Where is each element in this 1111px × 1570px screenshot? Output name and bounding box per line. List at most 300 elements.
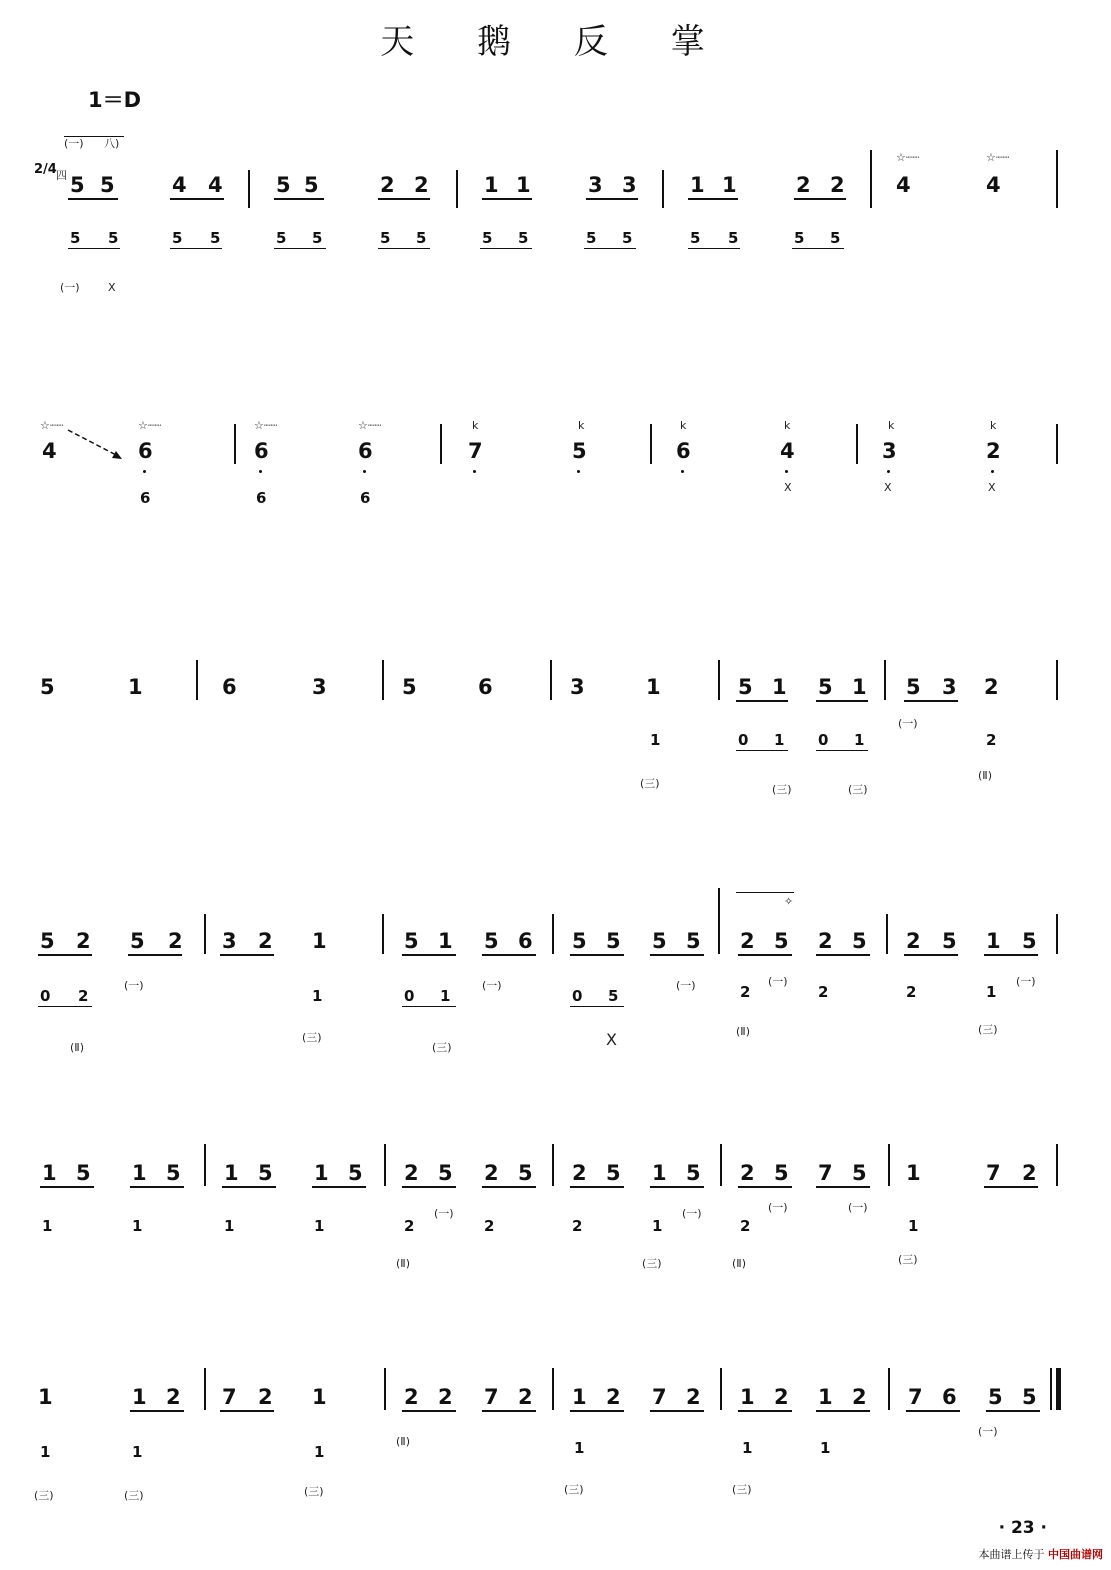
melody-note: 7 <box>818 1161 833 1185</box>
beam-line <box>482 1186 536 1188</box>
beam-line <box>736 750 788 751</box>
beam-line <box>378 248 430 249</box>
string-mark: (一) <box>60 281 80 294</box>
melody-note: 7 <box>222 1385 237 1409</box>
accomp-note: 2 <box>818 983 829 1001</box>
beam-line <box>570 954 624 956</box>
melody-note: 6 <box>518 929 533 953</box>
melody-note: 2 <box>606 1385 621 1409</box>
melody-note: 4 <box>896 173 911 197</box>
beam-line <box>482 1410 536 1412</box>
accomp-note: 1 <box>742 1439 753 1457</box>
accomp-note: 5 <box>312 229 323 247</box>
string-mark: (三) <box>848 783 868 796</box>
melody-note: 6 <box>138 439 153 463</box>
accomp-note: 2 <box>404 1217 415 1235</box>
melody-note: 6 <box>942 1385 957 1409</box>
barline <box>720 1368 722 1410</box>
accomp-note: 1 <box>224 1217 235 1235</box>
melody-note: 3 <box>588 173 603 197</box>
melody-note: 1 <box>224 1161 239 1185</box>
beam-line <box>586 198 638 200</box>
beam-line <box>402 954 456 956</box>
string-mark: (三) <box>124 1489 144 1502</box>
string-mark: (一) <box>1016 975 1036 988</box>
accomp-note: 5 <box>172 229 183 247</box>
melody-note: 2 <box>414 173 429 197</box>
beam-line <box>170 198 224 200</box>
beam-line <box>402 1186 456 1188</box>
melody-note: 7 <box>484 1385 499 1409</box>
beam-line <box>570 1006 624 1007</box>
beam-line <box>904 700 958 702</box>
octave-dot <box>577 470 580 473</box>
k-mark: k <box>578 419 585 432</box>
beam-line <box>68 198 118 200</box>
accomp-note: 5 <box>70 229 81 247</box>
octave-dot <box>991 470 994 473</box>
accomp-note: 1 <box>440 987 451 1005</box>
accomp-note: 0 <box>738 731 749 749</box>
barline <box>888 1144 890 1186</box>
melody-note: 6 <box>358 439 373 463</box>
system-6 <box>0 1360 1111 1510</box>
melody-note: 5 <box>988 1385 1003 1409</box>
string-mark: (一) <box>768 1201 788 1214</box>
melody-note: 5 <box>100 173 115 197</box>
melody-note: 6 <box>478 675 493 699</box>
beam-line <box>570 1410 624 1412</box>
upload-credit <box>979 1546 1104 1562</box>
beam-line <box>794 198 846 200</box>
accomp-note: 2 <box>572 1217 583 1235</box>
barline <box>384 1144 386 1186</box>
beam-line <box>584 248 636 249</box>
octave-dot <box>143 470 146 473</box>
string-mark: (三) <box>564 1483 584 1496</box>
barline <box>204 1144 206 1186</box>
string-mark: (Ⅱ) <box>396 1435 410 1448</box>
accomp-note: 1 <box>820 1439 831 1457</box>
beam-line <box>220 954 274 956</box>
string-mark: X <box>884 481 892 494</box>
accomp-note: 1 <box>650 731 661 749</box>
string-mark: (三) <box>302 1031 322 1044</box>
string-mark: X <box>108 281 116 294</box>
beam-line <box>650 954 704 956</box>
trill-mark: ☆┈┈ <box>138 419 162 432</box>
beam-line <box>906 1410 960 1412</box>
barline <box>856 424 858 464</box>
barline <box>196 660 198 700</box>
trill-mark: ☆┈┈ <box>254 419 278 432</box>
beam-line <box>68 248 120 249</box>
string-mark: (三) <box>34 1489 54 1502</box>
string-mark: (一) <box>482 979 502 992</box>
string-mark: (一) <box>434 1207 454 1220</box>
beam-line <box>986 1410 1040 1412</box>
octave-dot <box>259 470 262 473</box>
melody-note: 2 <box>518 1385 533 1409</box>
melody-note: 5 <box>484 929 499 953</box>
beam-line <box>38 954 92 956</box>
melody-note: 7 <box>468 439 483 463</box>
melody-note: 2 <box>258 1385 273 1409</box>
beam-line <box>220 1410 274 1412</box>
melody-note: 1 <box>722 173 737 197</box>
beam-line <box>984 954 1038 956</box>
accomp-note: 5 <box>210 229 221 247</box>
melody-note: 1 <box>42 1161 57 1185</box>
position-mark: 四 <box>56 169 67 182</box>
string-mark: (Ⅱ) <box>736 1025 750 1038</box>
string-mark: (Ⅱ) <box>70 1041 84 1054</box>
harmonic-mark: ✧ <box>784 895 794 908</box>
melody-note: 1 <box>818 1385 833 1409</box>
beam-line <box>482 198 532 200</box>
string-mark: (Ⅱ) <box>396 1257 410 1270</box>
melody-note: 7 <box>908 1385 923 1409</box>
barline <box>248 170 250 208</box>
trill-mark: ☆┈┈ <box>40 419 64 432</box>
string-mark: (三) <box>432 1041 452 1054</box>
barline <box>1056 1368 1061 1410</box>
credit-site-link[interactable]: 中国曲谱网 <box>1048 1548 1103 1561</box>
melody-note: 2 <box>906 929 921 953</box>
string-mark: (三) <box>978 1023 998 1036</box>
k-mark: k <box>680 419 687 432</box>
beam-line <box>738 1186 792 1188</box>
melody-note: 5 <box>166 1161 181 1185</box>
accomp-note: 1 <box>132 1217 143 1235</box>
accomp-note: 6 <box>140 489 151 507</box>
beam-line <box>482 954 536 956</box>
string-mark: (三) <box>640 777 660 790</box>
melody-note: 1 <box>312 1385 327 1409</box>
accomp-note: 1 <box>854 731 865 749</box>
beam-line <box>688 198 738 200</box>
accomp-note: 1 <box>314 1217 325 1235</box>
beam-line <box>222 1186 276 1188</box>
beam-line <box>378 198 430 200</box>
string-mark: (三) <box>772 783 792 796</box>
string-mark: (一) <box>978 1425 998 1438</box>
melody-note: 5 <box>686 929 701 953</box>
accomp-note: 5 <box>608 987 619 1005</box>
beam-line <box>64 136 124 137</box>
barline <box>650 424 652 464</box>
melody-note: 5 <box>76 1161 91 1185</box>
melody-note: 1 <box>852 675 867 699</box>
melody-note: 5 <box>606 929 621 953</box>
melody-note: 7 <box>986 1161 1001 1185</box>
melody-note: 5 <box>402 675 417 699</box>
melody-note: 1 <box>986 929 1001 953</box>
barline <box>440 424 442 464</box>
melody-note: 3 <box>882 439 897 463</box>
barline <box>718 888 720 954</box>
barline <box>552 914 554 954</box>
accomp-note: 5 <box>830 229 841 247</box>
melody-note: 5 <box>852 1161 867 1185</box>
melody-note: 5 <box>40 929 55 953</box>
melody-note: 2 <box>986 439 1001 463</box>
accomp-note: 2 <box>906 983 917 1001</box>
trill-mark: ☆┈┈ <box>896 151 920 164</box>
melody-note: 1 <box>652 1161 667 1185</box>
beam-line <box>402 1410 456 1412</box>
trill-mark: ☆┈┈ <box>986 151 1010 164</box>
string-mark: (一) <box>676 979 696 992</box>
system-5 <box>0 1130 1111 1280</box>
beam-line <box>792 248 844 249</box>
barline <box>1056 1144 1058 1186</box>
slide-arrow-icon <box>66 428 126 462</box>
string-mark: (一) <box>898 717 918 730</box>
accomp-note: 6 <box>360 489 371 507</box>
melody-note: 4 <box>172 173 187 197</box>
k-mark: k <box>888 419 895 432</box>
beam-line <box>904 954 958 956</box>
accomp-note: 5 <box>518 229 529 247</box>
beam-line <box>816 700 868 702</box>
melody-note: 2 <box>740 1161 755 1185</box>
accomp-note: 1 <box>40 1443 51 1461</box>
position-mark: (一) <box>64 137 84 150</box>
melody-note: 6 <box>676 439 691 463</box>
accomp-note: 1 <box>986 983 997 1001</box>
accomp-note: 2 <box>740 983 751 1001</box>
melody-note: 5 <box>738 675 753 699</box>
melody-note: 3 <box>312 675 327 699</box>
time-signature: 2/4 <box>34 162 57 177</box>
barline <box>888 1368 890 1410</box>
barline <box>1056 914 1058 954</box>
melody-note: 2 <box>404 1161 419 1185</box>
melody-note: 2 <box>984 675 999 699</box>
melody-note: 2 <box>818 929 833 953</box>
beam-line <box>128 954 182 956</box>
melody-note: 1 <box>132 1385 147 1409</box>
barline <box>718 660 720 700</box>
accomp-note: 5 <box>108 229 119 247</box>
melody-note: 1 <box>690 173 705 197</box>
melody-note: 5 <box>652 929 667 953</box>
octave-dot <box>887 470 890 473</box>
melody-note: 1 <box>772 675 787 699</box>
string-mark: X <box>606 1030 617 1049</box>
melody-note: 5 <box>304 173 319 197</box>
accomp-note: 0 <box>404 987 415 1005</box>
melody-note: 5 <box>404 929 419 953</box>
barline <box>884 660 886 700</box>
accomp-note: 5 <box>690 229 701 247</box>
melody-note: 4 <box>42 439 57 463</box>
score-title: 天 鹅 反 掌 <box>380 22 731 62</box>
page-number: · 23 · <box>998 1518 1047 1538</box>
melody-note: 1 <box>740 1385 755 1409</box>
position-mark: 八) <box>104 137 120 150</box>
beam-line <box>984 1186 1038 1188</box>
melody-note: 5 <box>774 1161 789 1185</box>
melody-note: 5 <box>40 675 55 699</box>
melody-note: 4 <box>208 173 223 197</box>
beam-line <box>274 198 324 200</box>
barline <box>384 1368 386 1410</box>
melody-note: 5 <box>572 439 587 463</box>
accomp-note: 1 <box>314 1443 325 1461</box>
melody-note: 1 <box>128 675 143 699</box>
melody-note: 5 <box>906 675 921 699</box>
melody-note: 2 <box>404 1385 419 1409</box>
melody-note: 4 <box>780 439 795 463</box>
melody-note: 6 <box>254 439 269 463</box>
octave-dot <box>785 470 788 473</box>
barline <box>662 170 664 208</box>
barline <box>552 1144 554 1186</box>
beam-line <box>816 1186 870 1188</box>
string-mark: (Ⅱ) <box>732 1257 746 1270</box>
string-mark: X <box>784 481 792 494</box>
k-mark: k <box>990 419 997 432</box>
melody-note: 1 <box>312 929 327 953</box>
melody-note: 5 <box>70 173 85 197</box>
melody-note: 2 <box>484 1161 499 1185</box>
system-3 <box>0 650 1111 810</box>
octave-dot <box>681 470 684 473</box>
beam-line <box>570 1186 624 1188</box>
barline <box>886 914 888 954</box>
melody-note: 5 <box>606 1161 621 1185</box>
melody-note: 2 <box>166 1385 181 1409</box>
beam-line <box>650 1186 704 1188</box>
melody-note: 2 <box>686 1385 701 1409</box>
melody-note: 2 <box>774 1385 789 1409</box>
melody-note: 3 <box>622 173 637 197</box>
barline <box>550 660 552 700</box>
melody-note: 2 <box>852 1385 867 1409</box>
barline <box>870 150 872 208</box>
melody-note: 5 <box>818 675 833 699</box>
barline <box>552 1368 554 1410</box>
beam-line <box>170 248 222 249</box>
barline <box>204 914 206 954</box>
melody-note: 3 <box>942 675 957 699</box>
accomp-note: 5 <box>380 229 391 247</box>
melody-note: 5 <box>572 929 587 953</box>
melody-note: 3 <box>222 929 237 953</box>
melody-note: 2 <box>796 173 811 197</box>
beam-line <box>38 1006 92 1007</box>
string-mark: (一) <box>768 975 788 988</box>
accomp-note: 1 <box>774 731 785 749</box>
melody-note: 5 <box>1022 1385 1037 1409</box>
barline <box>1056 150 1058 208</box>
octave-dot <box>473 470 476 473</box>
beam-line <box>312 1186 366 1188</box>
melody-note: 5 <box>258 1161 273 1185</box>
beam-line <box>402 1006 456 1007</box>
accomp-note: 5 <box>276 229 287 247</box>
string-mark: (三) <box>898 1253 918 1266</box>
melody-note: 2 <box>740 929 755 953</box>
melody-note: 5 <box>686 1161 701 1185</box>
accomp-note: 0 <box>40 987 51 1005</box>
melody-note: 5 <box>130 929 145 953</box>
melody-note: 5 <box>276 173 291 197</box>
accomp-note: 1 <box>908 1217 919 1235</box>
accomp-note: 0 <box>818 731 829 749</box>
accomp-note: 1 <box>312 987 323 1005</box>
beam-line <box>738 954 792 956</box>
melody-note: 2 <box>168 929 183 953</box>
melody-note: 7 <box>652 1385 667 1409</box>
string-mark: (一) <box>682 1207 702 1220</box>
melody-note: 1 <box>38 1385 53 1409</box>
barline <box>1056 660 1058 700</box>
melody-note: 1 <box>438 929 453 953</box>
accomp-note: 6 <box>256 489 267 507</box>
melody-note: 5 <box>438 1161 453 1185</box>
accomp-note: 5 <box>586 229 597 247</box>
accomp-note: 5 <box>728 229 739 247</box>
string-mark: (一) <box>848 1201 868 1214</box>
string-mark: (一) <box>124 979 144 992</box>
accomp-note: 0 <box>572 987 583 1005</box>
melody-note: 2 <box>1022 1161 1037 1185</box>
barline <box>1050 1368 1052 1410</box>
accomp-note: 1 <box>652 1217 663 1235</box>
melody-note: 5 <box>852 929 867 953</box>
barline <box>382 660 384 700</box>
barline <box>204 1368 206 1410</box>
beam-line <box>738 1410 792 1412</box>
accomp-note: 2 <box>740 1217 751 1235</box>
melody-note: 5 <box>774 929 789 953</box>
accomp-note: 5 <box>622 229 633 247</box>
melody-note: 4 <box>986 173 1001 197</box>
beam-line <box>40 1186 94 1188</box>
melody-note: 5 <box>942 929 957 953</box>
beam-line <box>816 954 870 956</box>
system-4 <box>0 880 1111 1060</box>
barline <box>456 170 458 208</box>
string-mark: (三) <box>642 1257 662 1270</box>
melody-note: 5 <box>518 1161 533 1185</box>
melody-note: 2 <box>380 173 395 197</box>
accomp-note: 5 <box>794 229 805 247</box>
melody-note: 6 <box>222 675 237 699</box>
accomp-note: 5 <box>482 229 493 247</box>
string-mark: X <box>988 481 996 494</box>
barline <box>1056 424 1058 464</box>
credit-prefix: 本曲谱上传于 <box>978 1548 1045 1561</box>
melody-note: 1 <box>572 1385 587 1409</box>
melody-note: 1 <box>484 173 499 197</box>
beam-line <box>816 750 868 751</box>
beam-line <box>650 1410 704 1412</box>
beam-line <box>736 700 788 702</box>
string-mark: (三) <box>732 1483 752 1496</box>
key-signature: 1＝D <box>88 88 142 112</box>
accomp-note: 1 <box>42 1217 53 1235</box>
k-mark: k <box>784 419 791 432</box>
accomp-note: 2 <box>78 987 89 1005</box>
beam-line <box>274 248 326 249</box>
accomp-note: 1 <box>132 1443 143 1461</box>
system-2 <box>0 400 1111 580</box>
string-mark: (Ⅱ) <box>978 769 992 782</box>
